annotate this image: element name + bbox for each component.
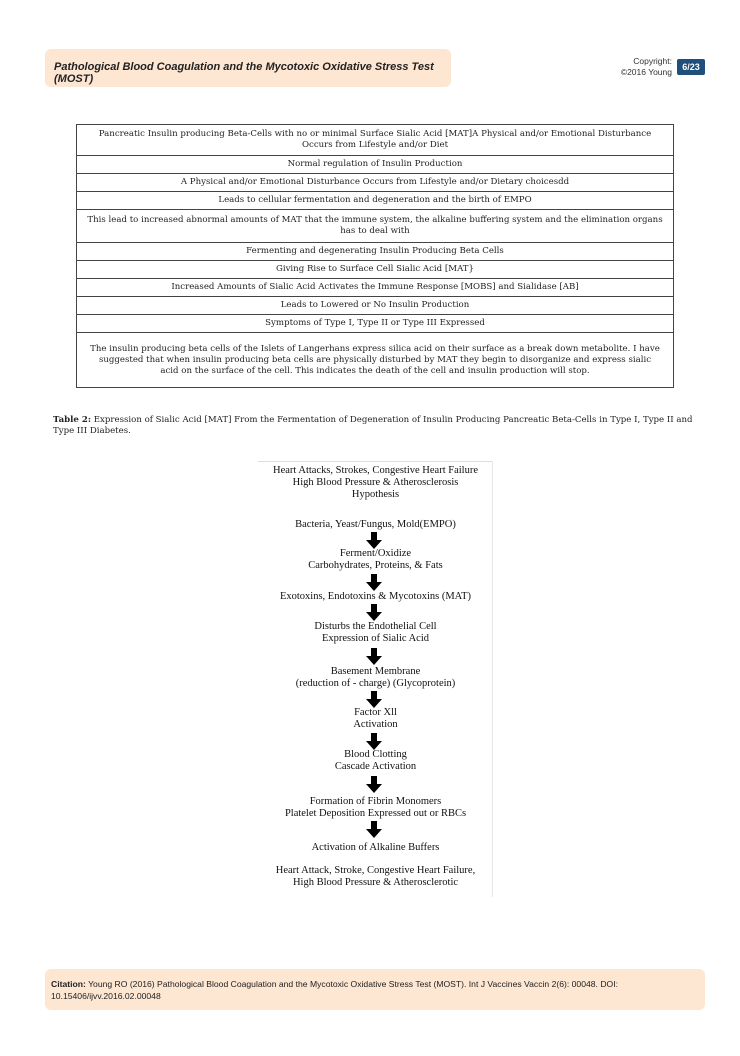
flow-step-line: Activation [353,719,398,730]
down-arrow-icon [366,776,382,793]
table-cell: A Physical and/or Emotional Disturbance Occurs from Lifestyle and/or Dietary choicesdd [77,174,674,192]
flow-step-alkaline-buffers: Activation of Alkaline Buffers [311,842,440,853]
table-note-cell: The insulin producing beta cells of the Islets of Langerhans express silica acid on their surface as a break down metabolite. I have suggested that when insulin producing beta cells are physically disturbed by MAT they begin to disorganize and express sialic acid on the surface of the cell. This indicates the death of the cell and insulin production will stop. [77,333,674,388]
table-cell: Fermenting and degenerating Insulin Producing Beta Cells [77,243,674,261]
citation-footer [45,969,705,1010]
flow-step-ferment [258,548,493,572]
table-caption [53,415,703,437]
flow-step-blood-clotting [258,749,493,773]
down-arrow-icon [366,574,382,591]
table-cell: Normal regulation of Insulin Production [77,156,674,174]
table-row [77,243,674,261]
flow-step-line: Ferment/Oxidize [339,548,412,559]
flow-step-line: Blood Clotting [344,749,407,760]
flow-step-line: (reduction of - charge) (Glycoprotein) [295,678,456,689]
caption-text: Expression of Sialic Acid [MAT] From the Fermentation of Degeneration of Insulin Producing Pancreatic Beta-Cells in Type I, Type II and Type III Diabetes. [53,415,693,436]
diabetes-flow-table [76,124,674,388]
table-cell: Leads to Lowered or No Insulin Production [77,297,674,315]
table-row [77,210,674,243]
down-arrow-icon [366,821,382,838]
down-arrow-icon [366,691,382,708]
flow-step-line: Cascade Activation [334,761,417,772]
table-row [77,174,674,192]
figure-top-border [258,461,493,462]
flow-step-line: Carbohydrates, Proteins, & Fats [308,560,443,571]
down-arrow-icon [366,532,382,549]
table-cell: Increased Amounts of Sialic Acid Activates the Immune Response [MOBS] and Sialidase [AB] [77,279,674,297]
coagulation-flow-figure [258,461,493,897]
citation-text: Young RO (2016) Pathological Blood Coagulation and the Mycotoxic Oxidative Stress Test (MOST). Int J Vaccines Vaccin 2(6): 00048. DOI: 10.15406/ijvv.2016.02.00048 [51,979,618,1001]
flow-step-endothelial [258,621,493,645]
citation-label: Citation: [51,979,86,989]
flow-step-line: High Blood Pressure & Atherosclerotic [292,877,459,888]
citation-text-block [51,978,701,1002]
table-row [77,315,674,333]
table-row [77,125,674,156]
down-arrow-icon [366,604,382,621]
flow-step-line: Heart Attack, Stroke, Congestive Heart Failure, [275,865,476,876]
flow-step-pathogens: Bacteria, Yeast/Fungus, Mold(EMPO) [295,519,456,530]
copyright-notice [621,56,672,78]
flow-step-line: Disturbs the Endothelial Cell [314,621,437,632]
table-row [77,297,674,315]
table-row [77,333,674,388]
down-arrow-icon [366,648,382,665]
flow-step-outcome [258,865,493,889]
flow-step-line: Factor Xll [354,707,397,718]
table-row [77,192,674,210]
copyright-year: ©2016 Young [620,67,672,77]
table-row [77,279,674,297]
page-number-badge: 6/23 [677,59,705,75]
flow-step-factor-xii [258,707,493,731]
table-cell: Symptoms of Type I, Type II or Type III Expressed [77,315,674,333]
flow-step-fibrin [258,796,493,820]
flow-step-basement-membrane [258,666,493,690]
journal-header-banner [45,49,451,87]
journal-article-title: Pathological Blood Coagulation and the Mycotoxic Oxidative Stress Test (MOST) [54,61,434,85]
flow-step-toxins: Exotoxins, Endotoxins & Mycotoxins (MAT) [279,591,472,602]
figure-title-line: High Blood Pressure & Atherosclerosis [292,477,459,488]
flow-step-line: Formation of Fibrin Monomers [309,796,442,807]
figure-title-line: Heart Attacks, Strokes, Congestive Heart Failure [273,465,478,476]
down-arrow-icon [366,733,382,750]
table-cell: Leads to cellular fermentation and degeneration and the birth of EMPO [77,192,674,210]
table-row [77,156,674,174]
flow-step-line: Basement Membrane [330,666,421,677]
flow-step-line: Platelet Deposition Expressed out or RBCs [284,808,467,819]
table-cell: This lead to increased abnormal amounts of MAT that the immune system, the alkaline buffering system and the elimination organs has to deal with [77,210,674,243]
flow-step-line: Expression of Sialic Acid [321,633,430,644]
copyright-label: Copyright: [633,56,672,66]
caption-label: Table 2: [53,415,92,425]
table-cell: Giving Rise to Surface Cell Sialic Acid [MAT} [77,261,674,279]
figure-title-line: Hypothesis [351,489,400,500]
table-cell: Pancreatic Insulin producing Beta-Cells with no or minimal Surface Sialic Acid [MAT]A Physical and/or Emotional Disturbance Occurs from Lifestyle and/or Diet [77,125,674,156]
table-row [77,261,674,279]
figure-title [258,465,493,501]
